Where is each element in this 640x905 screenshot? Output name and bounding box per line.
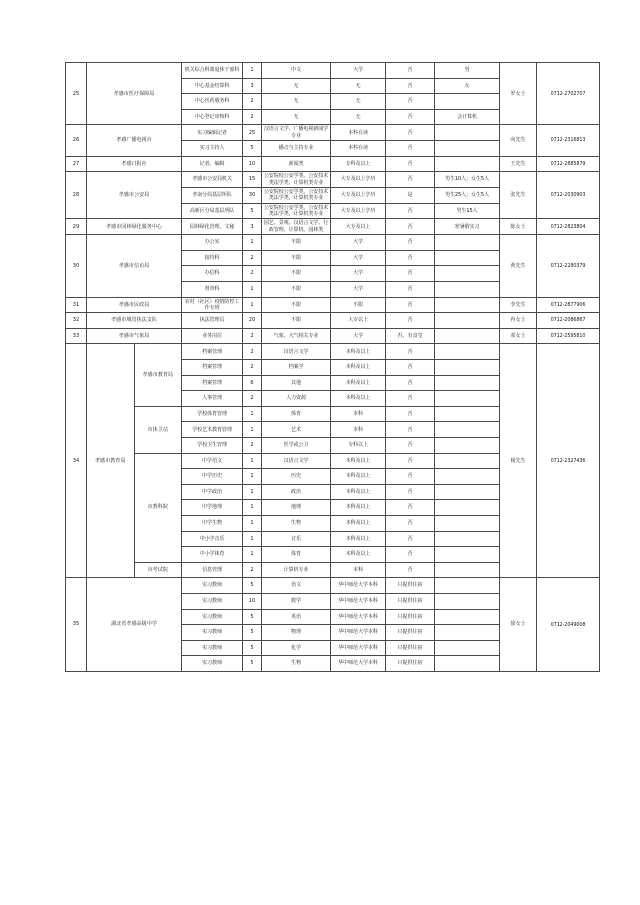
education-requirement: 华中师范大学本科: [331, 593, 386, 609]
sub-unit-name: 市考试院: [134, 562, 182, 578]
board-provided: 否: [386, 109, 435, 125]
contact-person: 邓女士: [500, 328, 537, 344]
post-count: 1: [243, 547, 262, 563]
remark: [435, 297, 500, 313]
board-provided: 否: [386, 406, 435, 422]
education-requirement: 大学: [331, 328, 386, 344]
board-provided: 只提供住宿: [386, 593, 435, 609]
post-count: 1: [243, 500, 262, 516]
row-index: 27: [66, 156, 87, 172]
remark: [435, 562, 500, 578]
contact-phone: 0712-2327436: [537, 344, 600, 578]
education-requirement: 大专及以上: [331, 219, 386, 235]
remark: [435, 422, 500, 438]
contact-phone: 0712-2595810: [537, 328, 600, 344]
post-count: 1: [243, 531, 262, 547]
post-name: 中学地理: [182, 500, 243, 516]
remark: [435, 578, 500, 594]
post-name: 学校卫生管理: [182, 438, 243, 454]
board-provided: 否: [386, 500, 435, 516]
remark: 男生25人；女生5人: [435, 188, 500, 204]
post-count: 6: [243, 375, 262, 391]
post-count: 2: [243, 109, 262, 125]
post-count: 5: [243, 203, 262, 219]
post-count: 1: [243, 422, 262, 438]
major-requirement: 政治: [262, 484, 331, 500]
board-provided: 否: [386, 391, 435, 407]
org-name: 孝感市民政局: [87, 297, 182, 313]
contact-person: 黄先生: [500, 235, 537, 297]
board-provided: 否: [386, 63, 435, 79]
remark: [435, 391, 500, 407]
major-requirement: 不限: [262, 313, 331, 329]
board-provided: 否: [386, 422, 435, 438]
post-count: 5: [243, 656, 262, 672]
major-requirement: 园艺、景观、汉语言文学、行政管理、计算机、园林类: [262, 219, 331, 235]
contact-phone: 0712-2030903: [537, 172, 600, 219]
post-name: 学校艺术教育管理: [182, 422, 243, 438]
contact-phone: 0712-2280379: [537, 235, 600, 297]
post-name: 中学生物: [182, 515, 243, 531]
board-provided: 否: [386, 141, 435, 157]
post-name: 实习教师: [182, 578, 243, 594]
remark: [435, 141, 500, 157]
remark: [435, 250, 500, 266]
major-requirement: 计算机专业: [262, 562, 331, 578]
post-name: 孝南分局基层所队: [182, 188, 243, 204]
board-provided: 否: [386, 125, 435, 141]
post-count: 2: [243, 344, 262, 360]
post-name: 执法管理员: [182, 313, 243, 329]
post-count: 10: [243, 156, 262, 172]
education-requirement: 本科及以上: [331, 375, 386, 391]
major-requirement: 人力资源: [262, 391, 331, 407]
post-count: 2: [243, 266, 262, 282]
org-name: 孝感市公安局: [87, 172, 182, 219]
org-name: 孝感市园林绿化服务中心: [87, 219, 182, 235]
major-requirement: 生物: [262, 515, 331, 531]
table-row: [66, 344, 600, 360]
remark: 男生10人；女生5人: [435, 172, 500, 188]
table-row: [66, 172, 600, 188]
remark: [435, 531, 500, 547]
education-requirement: 无: [331, 78, 386, 94]
board-provided: 否: [386, 203, 435, 219]
remark: [435, 344, 500, 360]
org-name: 湖北省孝感高级中学: [87, 578, 182, 672]
board-provided: 否: [386, 266, 435, 282]
post-count: 1: [243, 406, 262, 422]
education-requirement: 华中师范大学本科: [331, 656, 386, 672]
row-index: 34: [66, 344, 87, 578]
major-requirement: 其他: [262, 375, 331, 391]
table-row: [66, 235, 600, 251]
post-count: 1: [243, 281, 262, 297]
remark: [435, 640, 500, 656]
org-name: 孝感市城管执法支队: [87, 313, 182, 329]
education-requirement: 大专及以上学历: [331, 203, 386, 219]
post-count: 5: [243, 625, 262, 641]
post-name: 档案管理: [182, 344, 243, 360]
major-requirement: 无: [262, 109, 331, 125]
post-count: 2: [243, 94, 262, 110]
remark: [435, 484, 500, 500]
remark: [435, 125, 500, 141]
board-provided: 否: [386, 469, 435, 485]
major-requirement: 体育: [262, 547, 331, 563]
contact-person: 杨先生: [500, 344, 537, 578]
post-count: 5: [243, 609, 262, 625]
row-index: 33: [66, 328, 87, 344]
post-count: 5: [243, 141, 262, 157]
major-requirement: 不限: [262, 250, 331, 266]
contact-person: 罗女士: [500, 63, 537, 125]
education-requirement: 大学: [331, 266, 386, 282]
table-row: [66, 328, 600, 344]
post-name: 实习教师: [182, 593, 243, 609]
education-requirement: 本科及以上: [331, 484, 386, 500]
remark: [435, 235, 500, 251]
education-requirement: 本科及以上: [331, 531, 386, 547]
org-name: 孝感日报社: [87, 156, 182, 172]
remark: [435, 593, 500, 609]
contact-person: 徐女士: [500, 578, 537, 672]
board-provided: 只提供住宿: [386, 609, 435, 625]
post-count: 1: [243, 469, 262, 485]
remark: [435, 609, 500, 625]
remark: [435, 156, 500, 172]
education-requirement: 本科及以上: [331, 453, 386, 469]
post-count: 1: [243, 235, 262, 251]
remark: 寒暑假实习: [435, 219, 500, 235]
board-provided: 否: [386, 375, 435, 391]
major-requirement: 汉语言文学: [262, 344, 331, 360]
contact-phone: 0712-2049008: [537, 578, 600, 672]
major-requirement: 汉语言文学、广播电视新闻学专业: [262, 125, 331, 141]
major-requirement: 化学: [262, 640, 331, 656]
post-name: 办信科: [182, 266, 243, 282]
post-name: 业务岗位: [182, 328, 243, 344]
board-provided: 否: [386, 438, 435, 454]
row-index: 25: [66, 63, 87, 125]
board-provided: 否: [386, 219, 435, 235]
row-index: 32: [66, 313, 87, 329]
major-requirement: 公安院校公安学类、公安技术类法学类、计算机类专业: [262, 203, 331, 219]
education-requirement: 本科及以上: [331, 547, 386, 563]
remark: [435, 500, 500, 516]
education-requirement: 本科及以上: [331, 360, 386, 376]
row-index: 29: [66, 219, 87, 235]
contact-person: 张先生: [500, 172, 537, 219]
education-requirement: 本科及以上: [331, 391, 386, 407]
remark: [435, 94, 500, 110]
remark: [435, 547, 500, 563]
major-requirement: 中文: [262, 63, 331, 79]
post-name: 学校体育管理: [182, 406, 243, 422]
post-name: 孝感市公安局机关: [182, 172, 243, 188]
post-count: 1: [243, 515, 262, 531]
board-provided: 否: [386, 313, 435, 329]
post-count: 3: [243, 219, 262, 235]
remark: [435, 453, 500, 469]
contact-phone: 0712-2316813: [537, 125, 600, 156]
post-count: 10: [243, 593, 262, 609]
education-requirement: 大专及以上学历: [331, 188, 386, 204]
contact-person: 冉女士: [500, 313, 537, 329]
major-requirement: 语文: [262, 578, 331, 594]
post-name: 机关综合科离退休干部科: [182, 63, 243, 79]
contact-person: 李先生: [500, 297, 537, 313]
education-requirement: 大学: [331, 235, 386, 251]
education-requirement: 本科: [331, 406, 386, 422]
post-name: 中心登记审核科: [182, 109, 243, 125]
remark: 会计算机: [435, 109, 500, 125]
remark: 男: [435, 63, 500, 79]
remark: [435, 406, 500, 422]
board-provided: 否: [386, 78, 435, 94]
remark: [435, 438, 500, 454]
major-requirement: 无: [262, 78, 331, 94]
post-count: 2: [243, 360, 262, 376]
post-name: 中学政治: [182, 484, 243, 500]
board-provided: 否: [386, 250, 435, 266]
contact-person: 向先生: [500, 125, 537, 156]
table-row: [66, 313, 600, 329]
row-index: 35: [66, 578, 87, 672]
org-name: 孝感市教育局: [87, 344, 135, 578]
remark: [435, 625, 500, 641]
post-name: 档案管理: [182, 360, 243, 376]
remark: [435, 360, 500, 376]
post-count: 5: [243, 578, 262, 594]
board-provided: 只提供住宿: [386, 640, 435, 656]
major-requirement: 物理: [262, 625, 331, 641]
board-provided: 否: [386, 94, 435, 110]
major-requirement: 体育: [262, 406, 331, 422]
major-requirement: 新闻类: [262, 156, 331, 172]
table-row: [66, 578, 600, 594]
education-requirement: 大学: [331, 281, 386, 297]
table-row: [66, 219, 600, 235]
major-requirement: 历史: [262, 469, 331, 485]
remark: [435, 281, 500, 297]
major-requirement: 播音与主持专业: [262, 141, 331, 157]
post-count: 25: [243, 125, 262, 141]
education-requirement: 大专及以上学历: [331, 172, 386, 188]
contact-person: 陈女士: [500, 219, 537, 235]
board-provided: 否: [386, 156, 435, 172]
education-requirement: 大学: [331, 63, 386, 79]
major-requirement: 档案学: [262, 360, 331, 376]
post-name: 中小学音乐: [182, 531, 243, 547]
row-index: 31: [66, 297, 87, 313]
major-requirement: 艺术: [262, 422, 331, 438]
board-provided: 否: [386, 281, 435, 297]
org-name: 孝感市气象局: [87, 328, 182, 344]
org-name: 孝感市医疗保障局: [87, 63, 182, 125]
row-index: 30: [66, 235, 87, 297]
post-count: 1: [243, 297, 262, 313]
education-requirement: 华中师范大学本科: [331, 578, 386, 594]
post-count: 3: [243, 78, 262, 94]
remark: [435, 328, 500, 344]
education-requirement: 大专以上: [331, 313, 386, 329]
education-requirement: 不限: [331, 297, 386, 313]
education-requirement: 专科以上: [331, 438, 386, 454]
post-count: 1: [243, 63, 262, 79]
remark: [435, 656, 500, 672]
board-provided: 否、有食堂: [386, 328, 435, 344]
post-name: 中学历史: [182, 469, 243, 485]
remark: 女: [435, 78, 500, 94]
major-requirement: 音乐: [262, 531, 331, 547]
post-name: 记者、编辑: [182, 156, 243, 172]
major-requirement: 不限: [262, 266, 331, 282]
contact-phone: 0712-2086867: [537, 313, 600, 329]
recruitment-table: [65, 62, 600, 672]
post-name: 人事管理: [182, 391, 243, 407]
post-name: 实习教师: [182, 609, 243, 625]
table-row: [66, 125, 600, 141]
post-count: 2: [243, 562, 262, 578]
major-requirement: 汉语言文学: [262, 453, 331, 469]
post-count: 2: [243, 438, 262, 454]
board-provided: 否: [386, 172, 435, 188]
major-requirement: 不限: [262, 297, 331, 313]
board-provided: 否: [386, 562, 435, 578]
post-name: 中心基金结算科: [182, 78, 243, 94]
major-requirement: 生物: [262, 656, 331, 672]
board-provided: 否: [386, 235, 435, 251]
post-count: 20: [243, 313, 262, 329]
education-requirement: 华中师范大学本科: [331, 640, 386, 656]
education-requirement: 本科在读: [331, 141, 386, 157]
post-count: 5: [243, 640, 262, 656]
board-provided: 是: [386, 188, 435, 204]
remark: [435, 313, 500, 329]
contact-phone: 0712-2877906: [537, 297, 600, 313]
board-provided: 否: [386, 547, 435, 563]
org-name: 孝感广播电视台: [87, 125, 182, 156]
post-name: 实习教师: [182, 656, 243, 672]
education-requirement: 本科及以上: [331, 469, 386, 485]
sub-unit-name: 孝感市教育局: [134, 344, 182, 406]
major-requirement: 不限: [262, 281, 331, 297]
contact-phone: 0712-2702707: [537, 63, 600, 125]
sub-unit-name: 市体卫站: [134, 406, 182, 453]
major-requirement: 无: [262, 94, 331, 110]
education-requirement: 本科: [331, 562, 386, 578]
post-name: 档案管理: [182, 375, 243, 391]
remark: 男生15人: [435, 203, 500, 219]
sub-unit-name: 市教科院: [134, 453, 182, 562]
row-index: 28: [66, 172, 87, 219]
major-requirement: 公安院校公安学类、公安技术类法学类、计算机类专业: [262, 172, 331, 188]
remark: [435, 266, 500, 282]
remark: [435, 515, 500, 531]
post-name: 实习编辑记者: [182, 125, 243, 141]
post-name: 实习教师: [182, 640, 243, 656]
post-name: 高新区分局基层所队: [182, 203, 243, 219]
education-requirement: 华中师范大学本科: [331, 625, 386, 641]
major-requirement: 不限: [262, 235, 331, 251]
post-name: 信息管理: [182, 562, 243, 578]
org-name: 孝感市信访局: [87, 235, 182, 297]
post-name: 接待科: [182, 250, 243, 266]
education-requirement: 华中师范大学本科: [331, 609, 386, 625]
board-provided: 否: [386, 515, 435, 531]
post-name: 农村（社区）疫情防控工作专班: [182, 297, 243, 313]
board-provided: 只提供住宿: [386, 625, 435, 641]
board-provided: 否: [386, 453, 435, 469]
post-count: 1: [243, 453, 262, 469]
education-requirement: 专科及以上: [331, 156, 386, 172]
row-index: 26: [66, 125, 87, 156]
board-provided: 否: [386, 344, 435, 360]
post-count: 2: [243, 250, 262, 266]
contact-phone: 0712-2885879: [537, 156, 600, 172]
major-requirement: 地理: [262, 500, 331, 516]
table-row: [66, 297, 600, 313]
table-row: [66, 156, 600, 172]
post-name: 实习教师: [182, 625, 243, 641]
post-count: 2: [243, 391, 262, 407]
education-requirement: 本科及以上: [331, 344, 386, 360]
major-requirement: 公安院校公安学类、公安技术类法学类、计算机类专业: [262, 188, 331, 204]
remark: [435, 375, 500, 391]
education-requirement: 本科及以上: [331, 500, 386, 516]
education-requirement: 无: [331, 109, 386, 125]
post-name: 中小学体育: [182, 547, 243, 563]
post-count: 15: [243, 172, 262, 188]
table-row: [66, 63, 600, 79]
board-provided: 否: [386, 297, 435, 313]
board-provided: 否: [386, 484, 435, 500]
contact-person: 王先生: [500, 156, 537, 172]
board-provided: 只提供住宿: [386, 656, 435, 672]
post-name: 实习主持人: [182, 141, 243, 157]
major-requirement: 医学或公卫: [262, 438, 331, 454]
major-requirement: 数学: [262, 593, 331, 609]
post-count: 2: [243, 328, 262, 344]
board-provided: 只提供住宿: [386, 578, 435, 594]
contact-phone: 0712-2823804: [537, 219, 600, 235]
board-provided: 否: [386, 360, 435, 376]
remark: [435, 469, 500, 485]
education-requirement: 本科在读: [331, 125, 386, 141]
board-provided: 否: [386, 531, 435, 547]
post-name: 中心医药服务科: [182, 94, 243, 110]
post-count: 1: [243, 484, 262, 500]
post-count: 30: [243, 188, 262, 204]
education-requirement: 大学: [331, 250, 386, 266]
education-requirement: 本科: [331, 422, 386, 438]
major-requirement: 英语: [262, 609, 331, 625]
post-name: 办公室: [182, 235, 243, 251]
post-name: 督查科: [182, 281, 243, 297]
education-requirement: 本科及以上: [331, 515, 386, 531]
major-requirement: 气象、大气相关专业: [262, 328, 331, 344]
education-requirement: 无: [331, 94, 386, 110]
post-name: 园林绿化管理、文秘: [182, 219, 243, 235]
post-name: 中学语文: [182, 453, 243, 469]
